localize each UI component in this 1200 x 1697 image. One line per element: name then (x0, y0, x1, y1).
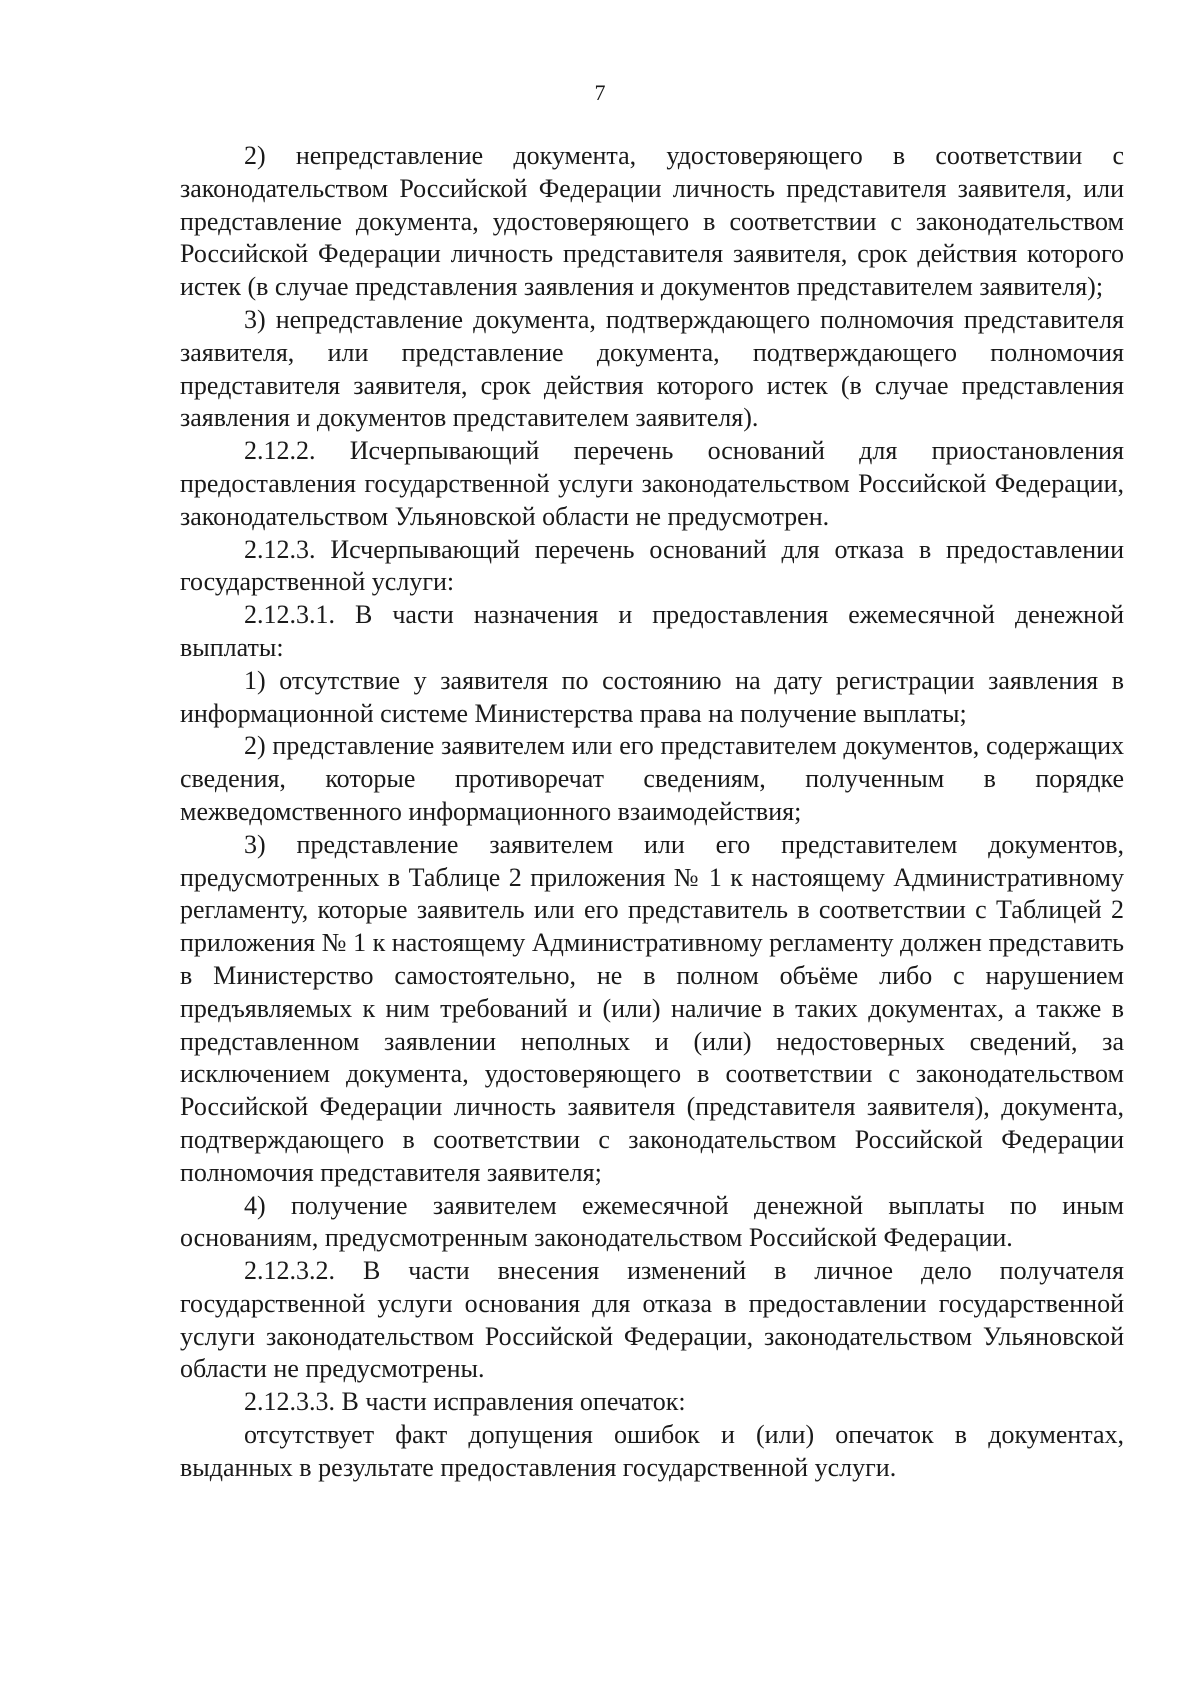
paragraph-2-12-3-2: 2.12.3.2. В части внесения изменений в личное дело получателя государственной услуги основания для отказа в предоставлении государственной услуги законодательством Российской Федерации, законодательством Ульяновской области не предусмотрены. (180, 1256, 1124, 1384)
paragraph-item-2-contradictory: 2) представление заявителем или его представителем документов, содержащих сведения, которые противоречат сведениям, полученным в порядке межведомственного информационного взаимодействия; (180, 731, 1124, 826)
paragraph-2-12-2: 2.12.2. Исчерпывающий перечень оснований для приостановления предоставления государственной услуги законодательством Российской Федерации, законодательством Ульяновской области не предусмотрен. (180, 436, 1124, 531)
page-number: 7 (594, 80, 606, 105)
paragraph-typos: отсутствует факт допущения ошибок и (или) опечаток в документах, выданных в результате предоставления государственной услуги. (180, 1420, 1124, 1482)
paragraph-item-1-no-right: 1) отсутствие у заявителя по состоянию на дату регистрации заявления в информационной системе Министерства права на получение выплаты; (180, 665, 1124, 728)
paragraph-2-12-3: 2.12.3. Исчерпывающий перечень оснований для отказа в предоставлении государственной услуги: (180, 534, 1124, 597)
paragraph-2-12-3-1: 2.12.3.1. В части назначения и предоставления ежемесячной денежной выплаты: (180, 600, 1124, 662)
paragraph-2-12-3-3: 2.12.3.3. В части исправления опечаток: (244, 1387, 686, 1417)
document-body (180, 140, 1124, 1485)
paragraph-item-2-identity: 2) непредставление документа, удостоверяющего в соответствии с законодательством Российской Федерации личность представителя заявителя, или представление документа, удостоверяющего в соответствии с законодательством Российской Федерации личность представителя заявителя, срок действия которого истек (в случае представления заявления и документов представителем заявителя); (180, 141, 1124, 302)
paragraph-item-4-other-grounds: 4) получение заявителем ежемесячной денежной выплаты по иным основаниям, предусмотренным законодательством Российской Федерации. (180, 1190, 1124, 1253)
paragraph-item-3-incomplete-docs: 3) представление заявителем или его представителем документов, предусмотренных в Таблице 2 приложения № 1 к настоящему Административному регламенту, которые заявитель или его представитель в соответствии с Таблицей 2 приложения № 1 к настоящему Административному регламенту должен представить в Министерство самостоятельно, не в полном объёме либо с нарушением предъявляемых к ним требований и (или) наличие в таких документах, а также в представленном заявлении неполных и (или) недостоверных сведений, за исключением документа, удостоверяющего в соответствии с законодательством Российской Федерации личность заявителя (представителя заявителя), документа, подтверждающего в соответствии с законодательством Российской Федерации полномочия представителя заявителя; (180, 829, 1124, 1187)
paragraph-item-3-authority: 3) непредставление документа, подтверждающего полномочия представителя заявителя, или представление документа, подтверждающего полномочия представителя заявителя, срок действия которого истек (в случае представления заявления и документов представителем заявителя). (180, 304, 1124, 433)
